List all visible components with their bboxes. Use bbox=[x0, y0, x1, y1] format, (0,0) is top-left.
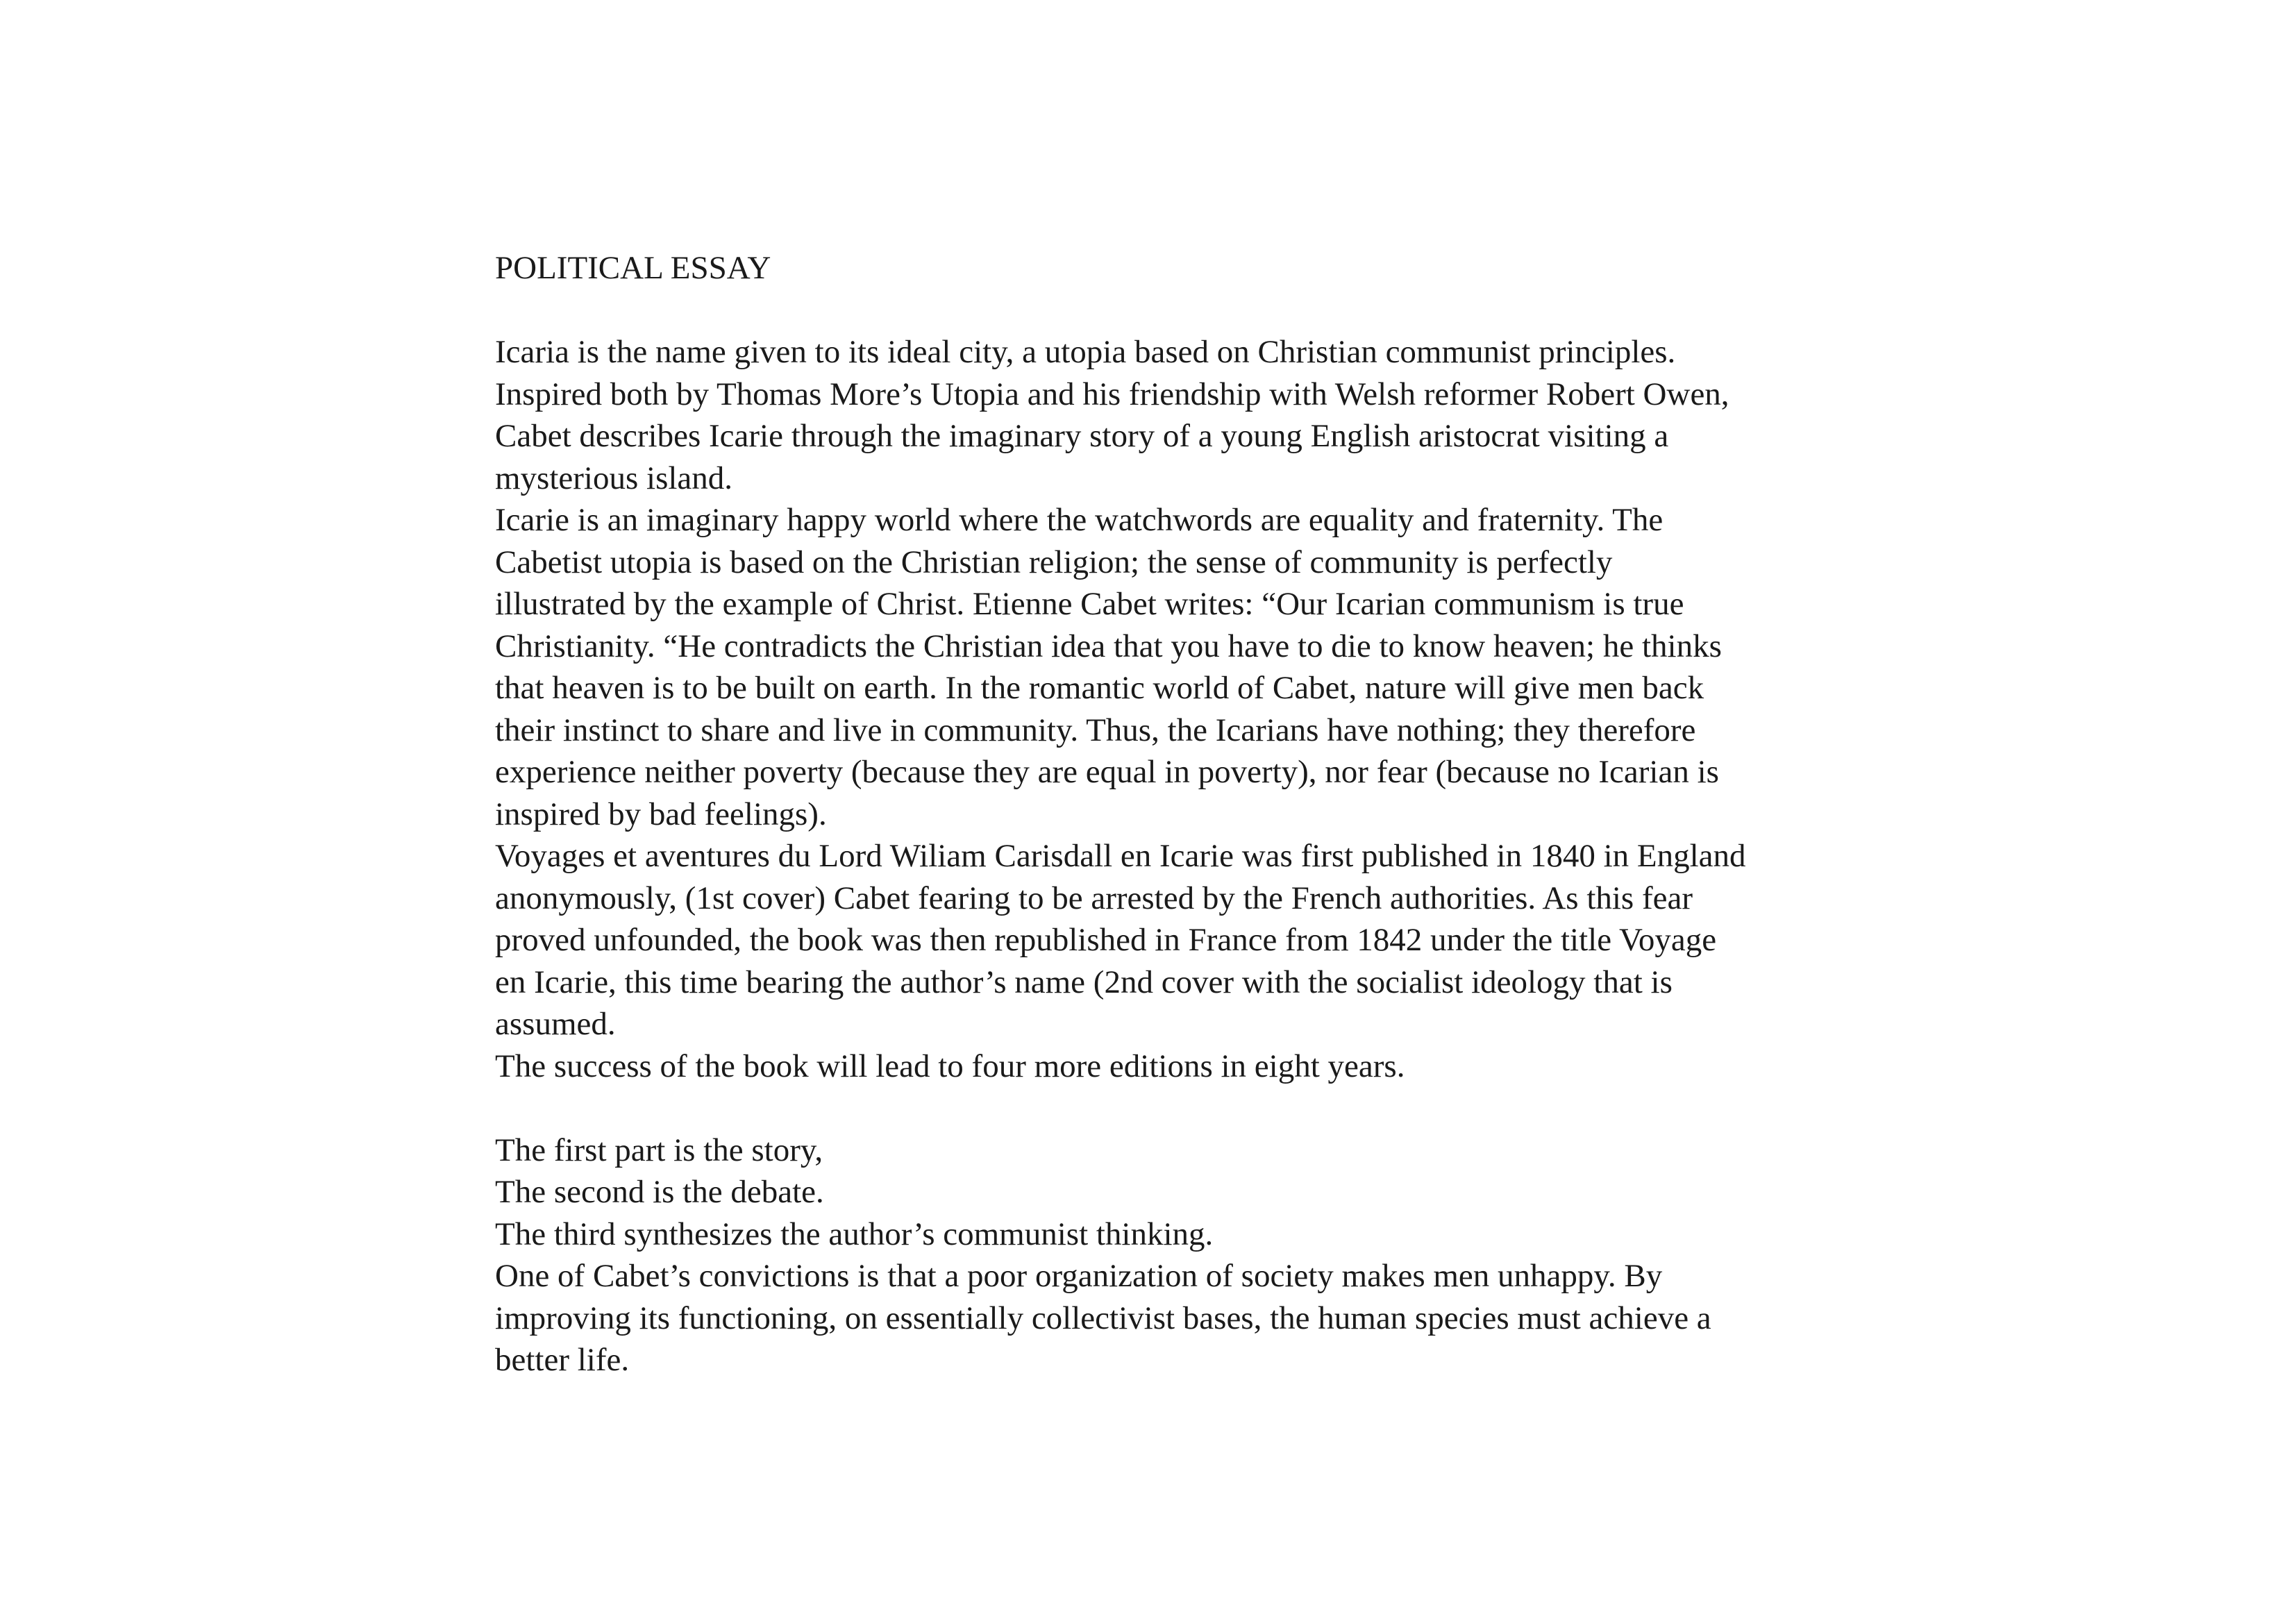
text-line: The first part is the story, bbox=[495, 1132, 823, 1168]
text-line: assumed. bbox=[495, 1006, 616, 1042]
paragraph-success bbox=[495, 1045, 1856, 1088]
text-line: Inspired both by Thomas More’s Utopia and his friendship with Welsh reformer Robert Owen, bbox=[495, 376, 1729, 412]
essay-text bbox=[495, 247, 1856, 1381]
text-line: improving its functioning, on essentially collectivist bases, the human species must achieve a bbox=[495, 1300, 1711, 1336]
paragraph-icarie-world bbox=[495, 499, 1856, 835]
text-line: The success of the book will lead to four more editions in eight years. bbox=[495, 1048, 1405, 1084]
text-line: Voyages et aventures du Lord Wiliam Carisdall en Icarie was first published in 1840 in England bbox=[495, 838, 1746, 874]
paragraph-structure bbox=[495, 1129, 1856, 1381]
text-line: The third synthesizes the author’s communist thinking. bbox=[495, 1216, 1214, 1252]
text-line: that heaven is to be built on earth. In the romantic world of Cabet, nature will give men back bbox=[495, 670, 1704, 706]
page-title: POLITICAL ESSAY bbox=[495, 250, 771, 286]
text-line: their instinct to share and live in community. Thus, the Icarians have nothing; they therefore bbox=[495, 712, 1696, 748]
text-line: Christianity. “He contradicts the Christian idea that you have to die to know heaven; he thinks bbox=[495, 628, 1722, 664]
text-line: One of Cabet’s convictions is that a poor organization of society makes men unhappy. By bbox=[495, 1258, 1663, 1294]
text-line: illustrated by the example of Christ. Etienne Cabet writes: “Our Icarian communism is true bbox=[495, 586, 1684, 622]
paragraph-publication bbox=[495, 835, 1856, 1045]
spacer bbox=[495, 289, 1856, 332]
text-line: The second is the debate. bbox=[495, 1174, 824, 1210]
text-line: mysterious island. bbox=[495, 460, 733, 496]
paragraph-icaria bbox=[495, 331, 1856, 499]
text-line: better life. bbox=[495, 1342, 630, 1378]
text-line: Cabet describes Icarie through the imaginary story of a young English aristocrat visiting a bbox=[495, 418, 1669, 454]
text-line: inspired by bad feelings). bbox=[495, 796, 827, 832]
text-line: en Icarie, this time bearing the author’s name (2nd cover with the socialist ideology that is bbox=[495, 964, 1673, 1000]
text-line: experience neither poverty (because they are equal in poverty), nor fear (because no Icarian is bbox=[495, 754, 1719, 790]
text-line: Cabetist utopia is based on the Christian religion; the sense of community is perfectly bbox=[495, 544, 1613, 580]
text-line: Icaria is the name given to its ideal city, a utopia based on Christian communist principles. bbox=[495, 334, 1676, 370]
text-line: anonymously, (1st cover) Cabet fearing to be arrested by the French authorities. As this fear bbox=[495, 880, 1693, 916]
text-line: proved unfounded, the book was then republished in France from 1842 under the title Voyage bbox=[495, 922, 1717, 958]
spacer bbox=[495, 1087, 1856, 1129]
text-line: Icarie is an imaginary happy world where the watchwords are equality and fraternity. The bbox=[495, 502, 1664, 538]
